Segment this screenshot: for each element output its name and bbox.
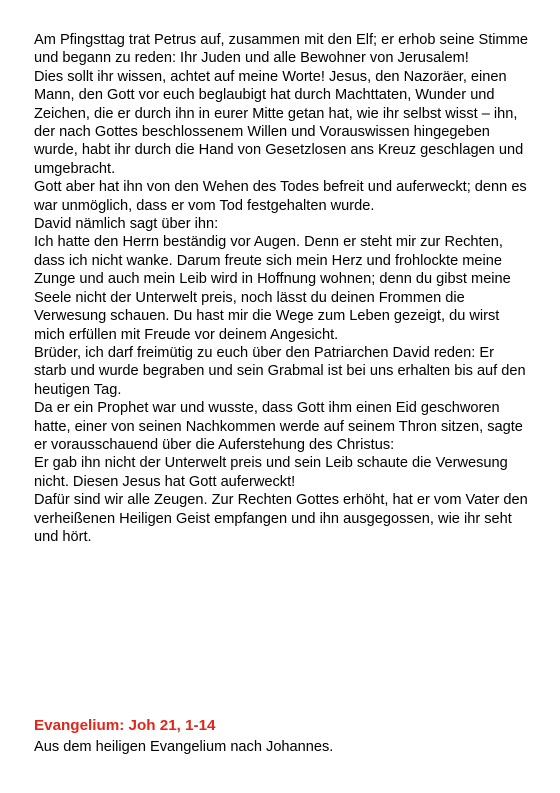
reading-paragraph-1: Am Pfingsttag trat Petrus auf, zusammen mit den Elf; er erhob seine Stimme und begann zu reden: Ihr Juden und alle Bewohner von Jerusalem! [34, 32, 528, 67]
reading-paragraph-7: Da er ein Prophet war und wusste, dass Gott ihm einen Eid geschworen hatte, einer von seinen Nachkommen werde auf seinem Thron sitzen, sagte er vorausschauend über die Auferstehung des Christus: [34, 400, 523, 453]
reading-paragraph-5: Ich hatte den Herrn beständig vor Augen. Denn er steht mir zur Rechten, dass ich nicht wanke. Darum freute sich mein Herz und frohlockte meine Zunge und auch mein Leib wird in Hoffnung wohnen; denn du gibst meine Seele nicht der Unterwelt preis, noch lässt du deinen Frommen die Verwesung schauen. Du hast mir die Wege zum Leben gezeigt, du wirst mich erfüllen mit Freude vor deinem Angesicht. [34, 234, 511, 343]
reading-paragraph-2: Dies sollt ihr wissen, achtet auf meine Worte! Jesus, den Nazoräer, einen Mann, den Gott vor euch beglaubigt hat durch Machttaten, Wunder und Zeichen, die er durch ihn in eurer Mitte getan hat, wie ihr selbst wisst – ihn, der nach Gottes beschlossenem Willen und Vorauswissen hingegeben wurde, habt ihr durch die Hand von Gesetzlosen ans Kreuz geschlagen und umgebracht. [34, 68, 524, 177]
reading-paragraph-6: Brüder, ich darf freimütig zu euch über den Patriarchen David reden: Er starb und wurde begraben und sein Grabmal ist bei uns erhalten bis auf den heutigen Tag. [34, 344, 526, 398]
reading-text [34, 31, 530, 546]
gospel-intro-text: Aus dem heiligen Evangelium nach Johannes. [34, 739, 334, 755]
reading-paragraph-3: Gott aber hat ihn von den Wehen des Todes befreit und auferweckt; denn es war unmöglich, dass er vom Tod festgehalten wurde. [34, 179, 527, 214]
reading-paragraph-4: David nämlich sagt über ihn: [34, 216, 219, 233]
reading-paragraph-9: Dafür sind wir alle Zeugen. Zur Rechten Gottes erhöht, hat er vom Vater den verheißenen Heiligen Geist empfangen und ihn ausgegossen, wie ihr seht und hört. [34, 492, 528, 545]
reading-paragraph-8: Er gab ihn nicht der Unterwelt preis und sein Leib schaute die Verwesung nicht. Diesen Jesus hat Gott auferweckt! [34, 455, 508, 490]
gospel-heading: Evangelium: Joh 21, 1-14 [34, 717, 216, 734]
